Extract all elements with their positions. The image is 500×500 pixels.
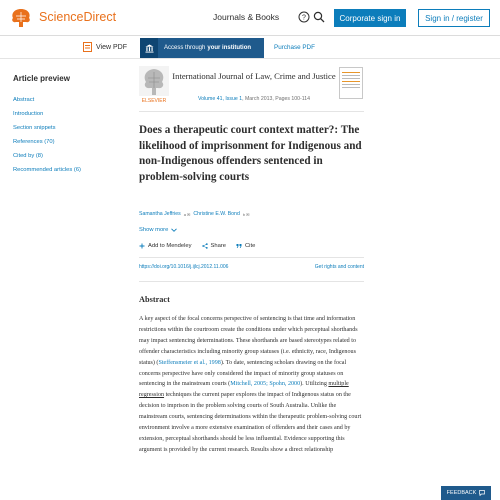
article-actions bbox=[139, 243, 255, 249]
chevron-down-icon bbox=[171, 227, 177, 233]
abstract-text-part: ). Utilizing bbox=[300, 381, 329, 388]
journals-books-link[interactable]: Journals & Books bbox=[213, 12, 280, 22]
show-more-label: Show more bbox=[139, 227, 169, 233]
access-prefix: Access through bbox=[164, 45, 206, 51]
sidebar-item-cited-by[interactable]: Cited by (8) bbox=[13, 153, 43, 159]
help-icon[interactable] bbox=[298, 11, 310, 23]
author-link[interactable]: Samantha Jeffries bbox=[139, 211, 181, 217]
author-list bbox=[139, 211, 250, 217]
show-more-button[interactable] bbox=[139, 227, 177, 233]
rights-link[interactable]: Get rights and content bbox=[314, 264, 364, 270]
top-header bbox=[0, 0, 500, 36]
volume-issue-link[interactable]: Volume 41, Issue 1 bbox=[197, 96, 243, 102]
abstract-heading: Abstract bbox=[139, 295, 170, 304]
citation-link[interactable]: Steffensmeier et al., 1998 bbox=[158, 359, 221, 366]
divider bbox=[139, 111, 364, 112]
journal-issue-info bbox=[171, 96, 337, 102]
abstract-text bbox=[139, 314, 364, 456]
search-icon[interactable] bbox=[313, 11, 325, 23]
divider bbox=[139, 257, 364, 258]
share-label: Share bbox=[210, 243, 226, 249]
abstract-text-part: techniques the current paper explores the impact of Indigenous status on the decision to imprison in the problem solving courts of South Australia. Unlike the mainstream courts, sentencing determinations within the therapeutic problem-solving court environment involve a more extensive examination of offenders and their cases and by extension, perceptual shorthands should be less influential. Evidence supporting this argument is provided by the current research. Results show a direct relationship bbox=[139, 392, 362, 453]
cite-button[interactable] bbox=[236, 243, 255, 249]
sciencedirect-logo[interactable] bbox=[8, 6, 116, 28]
article-title: Does a therapeutic court context matter?: The likelihood of imprisonment for Indigenous and non-Indigenous offenders sentenced in problem-solving courts bbox=[139, 124, 362, 183]
sidebar-item-references[interactable]: References (70) bbox=[13, 139, 55, 145]
sidebar-item-introduction[interactable]: Introduction bbox=[13, 111, 44, 117]
access-bold: your institution bbox=[207, 45, 252, 51]
view-pdf-label: View PDF bbox=[96, 43, 127, 51]
sidebar-title: Article preview bbox=[13, 74, 70, 83]
sidebar-item-abstract[interactable]: Abstract bbox=[13, 97, 35, 103]
journal-title-link[interactable]: International Journal of Law, Crime and Justice bbox=[172, 71, 336, 81]
abstract-text-part: ). To date, sentencing scholars drawing on the focal concerns perspective have only considered the impact of minority group statuses on sentencing in the mainstream courts ( bbox=[139, 359, 347, 388]
pdf-icon bbox=[83, 42, 92, 52]
issue-date-pages: , March 2013, Pages 100-114 bbox=[242, 96, 311, 102]
journal-header bbox=[139, 66, 364, 108]
add-to-mendeley-button[interactable] bbox=[139, 243, 192, 249]
brand-name: ScienceDirect bbox=[39, 10, 117, 24]
author-marks[interactable]: b ✉ bbox=[242, 211, 250, 217]
elsevier-tree-icon bbox=[8, 6, 34, 28]
sign-in-register-button[interactable]: Sign in / register bbox=[418, 9, 490, 27]
author-link[interactable]: Christine E.W. Bond bbox=[193, 211, 240, 217]
author-marks[interactable]: a ✉ bbox=[183, 211, 191, 217]
svg-text:?: ? bbox=[302, 14, 306, 22]
publisher-logo-text: ELSEVIER bbox=[141, 98, 167, 104]
quote-icon bbox=[236, 243, 242, 249]
view-pdf-link[interactable] bbox=[83, 42, 127, 52]
feedback-label: FEEDBACK bbox=[446, 490, 477, 496]
article-toolbar bbox=[0, 37, 500, 59]
chat-bubble-icon bbox=[479, 490, 485, 496]
doi-link[interactable]: https://doi.org/10.1016/j.ijlcj.2012.11.006 bbox=[139, 264, 229, 270]
sidebar-item-recommended[interactable]: Recommended articles (6) bbox=[13, 167, 81, 173]
abstract-text-part: A key aspect of the focal concerns perspective of sentencing is that time and information restrictions within the courtroom create the conditions under which perceptual shorthands may impact sentencing determinations. These shorthands are based stereotypes related to offender characteristics including minority group statuses (i.e. ethnicity, race, Indigenous status) ( bbox=[139, 316, 358, 366]
divider bbox=[139, 281, 364, 282]
elsevier-logo[interactable] bbox=[139, 66, 169, 104]
glossary-term-link[interactable]: multiple regression bbox=[139, 381, 349, 399]
add-to-mendeley-label: Add to Mendeley bbox=[148, 243, 192, 249]
feedback-button[interactable] bbox=[441, 486, 491, 500]
access-through-institution-button[interactable] bbox=[140, 38, 264, 58]
institution-icon bbox=[140, 38, 158, 58]
corporate-sign-in-button[interactable]: Corporate sign in bbox=[334, 9, 406, 27]
share-icon bbox=[202, 243, 208, 249]
article-outline-sidebar bbox=[13, 74, 123, 177]
purchase-pdf-link[interactable]: Purchase PDF bbox=[274, 44, 315, 51]
share-button[interactable] bbox=[202, 243, 226, 249]
cite-label: Cite bbox=[244, 243, 256, 249]
sidebar-item-section-snippets[interactable]: Section snippets bbox=[13, 125, 56, 131]
journal-cover-thumbnail[interactable] bbox=[339, 67, 363, 99]
doi-row bbox=[139, 264, 364, 270]
citation-link[interactable]: Mitchell, 2005; Spohn, 2000 bbox=[230, 381, 301, 388]
plus-icon bbox=[139, 243, 145, 249]
